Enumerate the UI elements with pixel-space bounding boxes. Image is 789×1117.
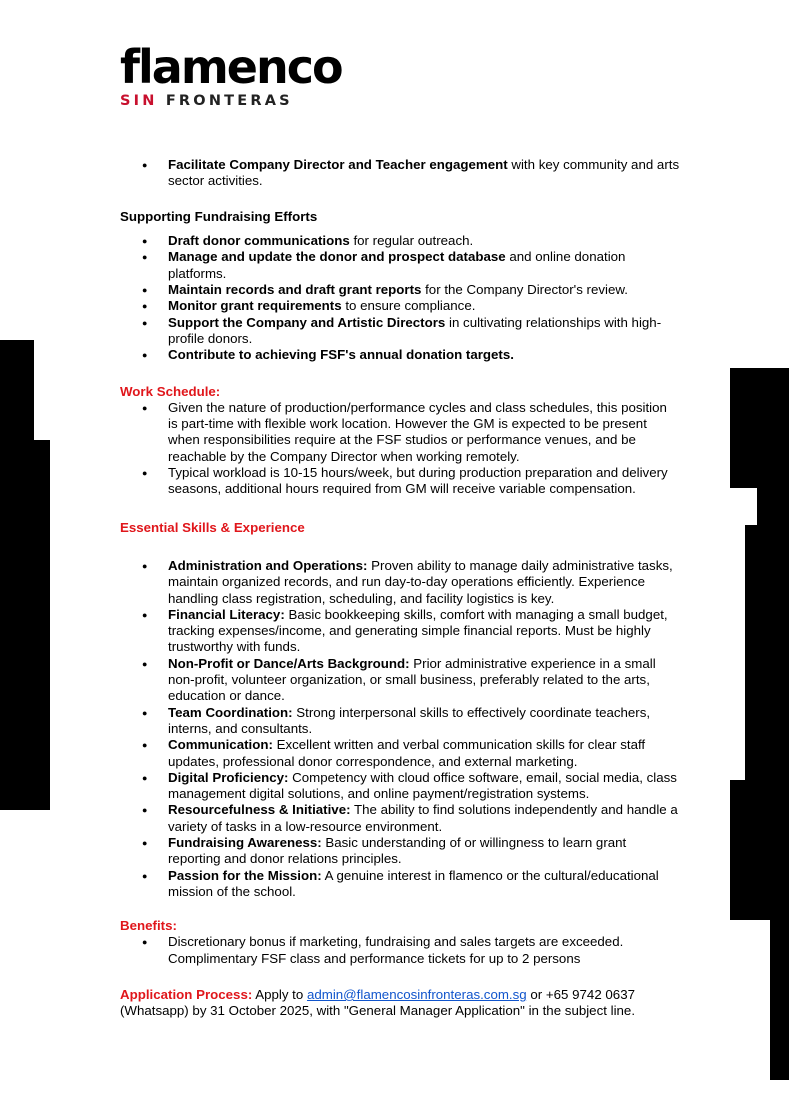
list-item: ● Team Coordination: Strong interpersonal skills to effectively coordinate teachers, interns, and consultants. [168,705,680,738]
list-item: ● Draft donor communications for regular outreach. [168,233,680,249]
logo-subtitle-sin: SIN [120,93,158,109]
benefits-list [120,934,680,967]
list-item: ● Support the Company and Artistic Directors in cultivating relationships with high-profile donors. [168,315,680,348]
list-item: ● Manage and update the donor and prospect database and online donation platforms. [168,249,680,282]
list-item: ● Discretionary bonus if marketing, fundraising and sales targets are exceeded. Complimentary FSF class and performance tickets for up to 2 persons [168,934,680,967]
skills-list [120,558,680,900]
decorative-bar-right-4 [730,780,789,920]
decorative-bar-left-3 [0,500,22,790]
list-item: ● Contribute to achieving FSF's annual donation targets. [168,347,680,363]
benefits-heading: Benefits: [120,918,177,934]
list-item: ● Non-Profit or Dance/Arts Background: Prior administrative experience in a small non-profit, volunteer organization, or small business, preferably related to the arts, education or dance. [168,656,680,705]
work-schedule-list [120,400,680,498]
application-label: Application Process: [120,987,253,1003]
logo-subtitle-fronteras: FRONTERAS [165,93,293,109]
list-item: ● Financial Literacy: Basic bookkeeping skills, comfort with managing a small budget, tracking expenses/income, and generating simple financial reports. Must be highly trustworthy with funds. [168,607,680,656]
decorative-bar-right-5 [770,905,789,1080]
email-link[interactable]: admin@flamencosinfronteras.com.sg [306,987,527,1003]
fundraising-heading: Supporting Fundraising Efforts [120,208,318,224]
list-item: ● Administration and Operations: Proven ability to manage daily administrative tasks, maintain organized records, and run day-to-day operations efficiently. Experience handling class registration, scheduling, and facility logistics is key. [168,558,680,607]
work-schedule-heading: Work Schedule: [120,383,221,399]
document-body [120,157,680,1020]
list-item: ● Maintain records and draft grant reports for the Company Director's review. [168,282,680,298]
decorative-bar-right-2 [757,460,789,530]
logo-wordmark: flamenco [120,40,342,94]
top-list [120,157,680,190]
list-item: ● Facilitate Company Director and Teacher engagement with key community and arts sector activities. [168,157,680,190]
list-item: ● Given the nature of production/performance cycles and class schedules, this position is part-time with flexible work location. However the GM is expected to be present when responsibilities require at the FSF studios or performance venues, and be reachable by the Company Director when working remotely. [168,400,680,465]
list-item: ● Monitor grant requirements to ensure compliance. [168,298,680,314]
logo [120,40,342,109]
logo-subtitle [120,93,320,109]
application-process: Application Process: Apply to admin@flamencosinfronteras.com.sg or +65 9742 0637 (Whatsapp) by 31 October 2025, with "General Manager Application" in the subject line. [120,987,636,1019]
list-item: ● Communication: Excellent written and verbal communication skills for clear staff updates, professional donor correspondence, and external marketing. [168,737,680,770]
list-item: ● Resourcefulness & Initiative: The ability to find solutions independently and handle a variety of tasks in a low-resource environment. [168,802,680,835]
decorative-bar-right-3 [745,525,789,815]
list-item: ● Fundraising Awareness: Basic understanding of or willingness to learn grant reporting and donor relations principles. [168,835,680,868]
list-item: ● Digital Proficiency: Competency with cloud office software, email, social media, class management digital solutions, and online payment/registration systems. [168,770,680,803]
skills-heading: Essential Skills & Experience [120,519,305,535]
list-item: ● Typical workload is 10-15 hours/week, but during production preparation and delivery seasons, additional hours required from GM will receive variable compensation. [168,465,680,498]
fundraising-list [120,233,680,363]
list-item: ● Passion for the Mission: A genuine interest in flamenco or the cultural/educational mission of the school. [168,868,680,901]
